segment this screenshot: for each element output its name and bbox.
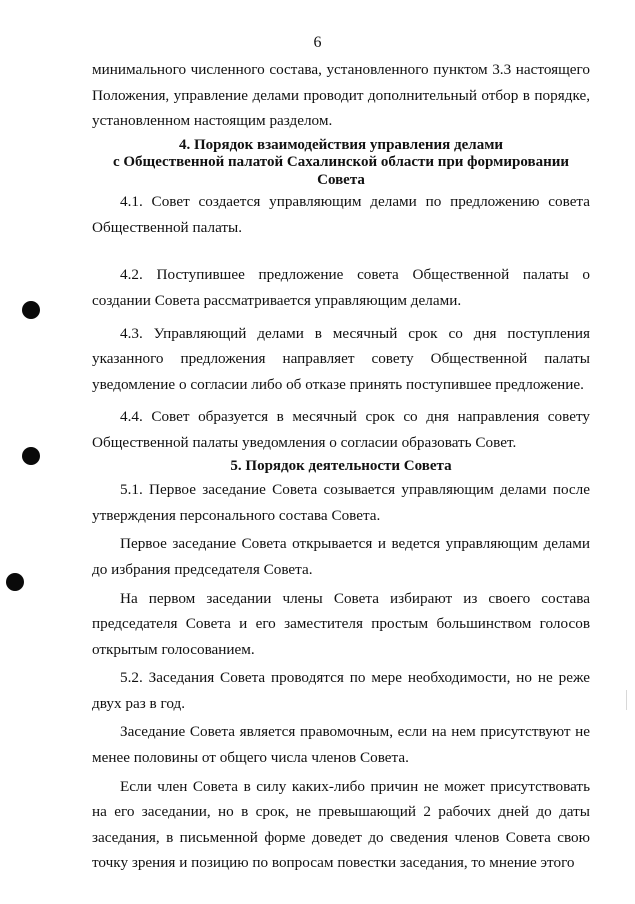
- punch-hole-marker: [6, 573, 24, 591]
- clause-4-3: 4.3. Управляющий делами в месячный срок со дня поступления указанного предложения направляет совету Общественной палаты уведомление о согласии либо об отказе принять поступившее предложение.: [92, 324, 590, 393]
- paragraph-continued: минимального численного состава, установленного пунктом 3.3 настоящего Положения, управление делами проводит дополнительный отбор в порядке, установленном настоящим разделом.: [92, 61, 590, 130]
- paragraph-quorum: Заседание Совета является правомочным, если на нем присутствуют не менее половины от общего числа членов Совета.: [92, 723, 590, 767]
- punch-hole-marker: [22, 447, 40, 465]
- clause-4-1: 4.1. Совет создается управляющим делами по предложению совета Общественной палаты.: [92, 193, 590, 236]
- section-4-title-line-3: Совета: [317, 171, 365, 188]
- clause-4-4: 4.4. Совет образуется в месячный срок со дня направления совету Общественной палаты уведомления о согласии образовать Совет.: [92, 408, 590, 452]
- clause-5-1: 5.1. Первое заседание Совета созывается управляющим делами после утверждения персонального состава Совета.: [92, 481, 590, 524]
- clause-5-2: 5.2. Заседания Совета проводятся по мере необходимости, но не реже двух раз в год.: [92, 669, 590, 712]
- scan-artifact: [626, 690, 627, 710]
- page-number: 6: [313, 34, 322, 51]
- section-4-title-line-2: с Общественной палатой Сахалинской области при формировании: [112, 154, 570, 171]
- paragraph-chair-election: На первом заседании члены Совета избирают из своего состава председателя Совета и его заместителя простым большинством голосов открытым голосованием.: [92, 589, 590, 658]
- clause-4-2: 4.2. Поступившее предложение совета Общественной палаты о создании Совета рассматривается управляющим делами.: [92, 266, 590, 310]
- paragraph-first-meeting: Первое заседание Совета открывается и ведется управляющим делами до избрания председателя Совета.: [92, 535, 590, 578]
- section-5-title: 5. Порядок деятельности Совета: [230, 457, 452, 474]
- document-body: [92, 57, 590, 876]
- section-4-title-line-1: 4. Порядок взаимодействия управления делами: [178, 136, 504, 153]
- section-4-title: [92, 137, 590, 190]
- punch-hole-marker: [22, 301, 40, 319]
- paragraph-absent-member: Если член Совета в силу каких-либо причин не может присутствовать на его заседании, но в срок, не превышающий 2 рабочих дней до даты заседания, в письменной форме доведет до сведения членов Совета свою точку зрения и позицию по вопросам повестки заседания, то мнение этого: [92, 777, 590, 872]
